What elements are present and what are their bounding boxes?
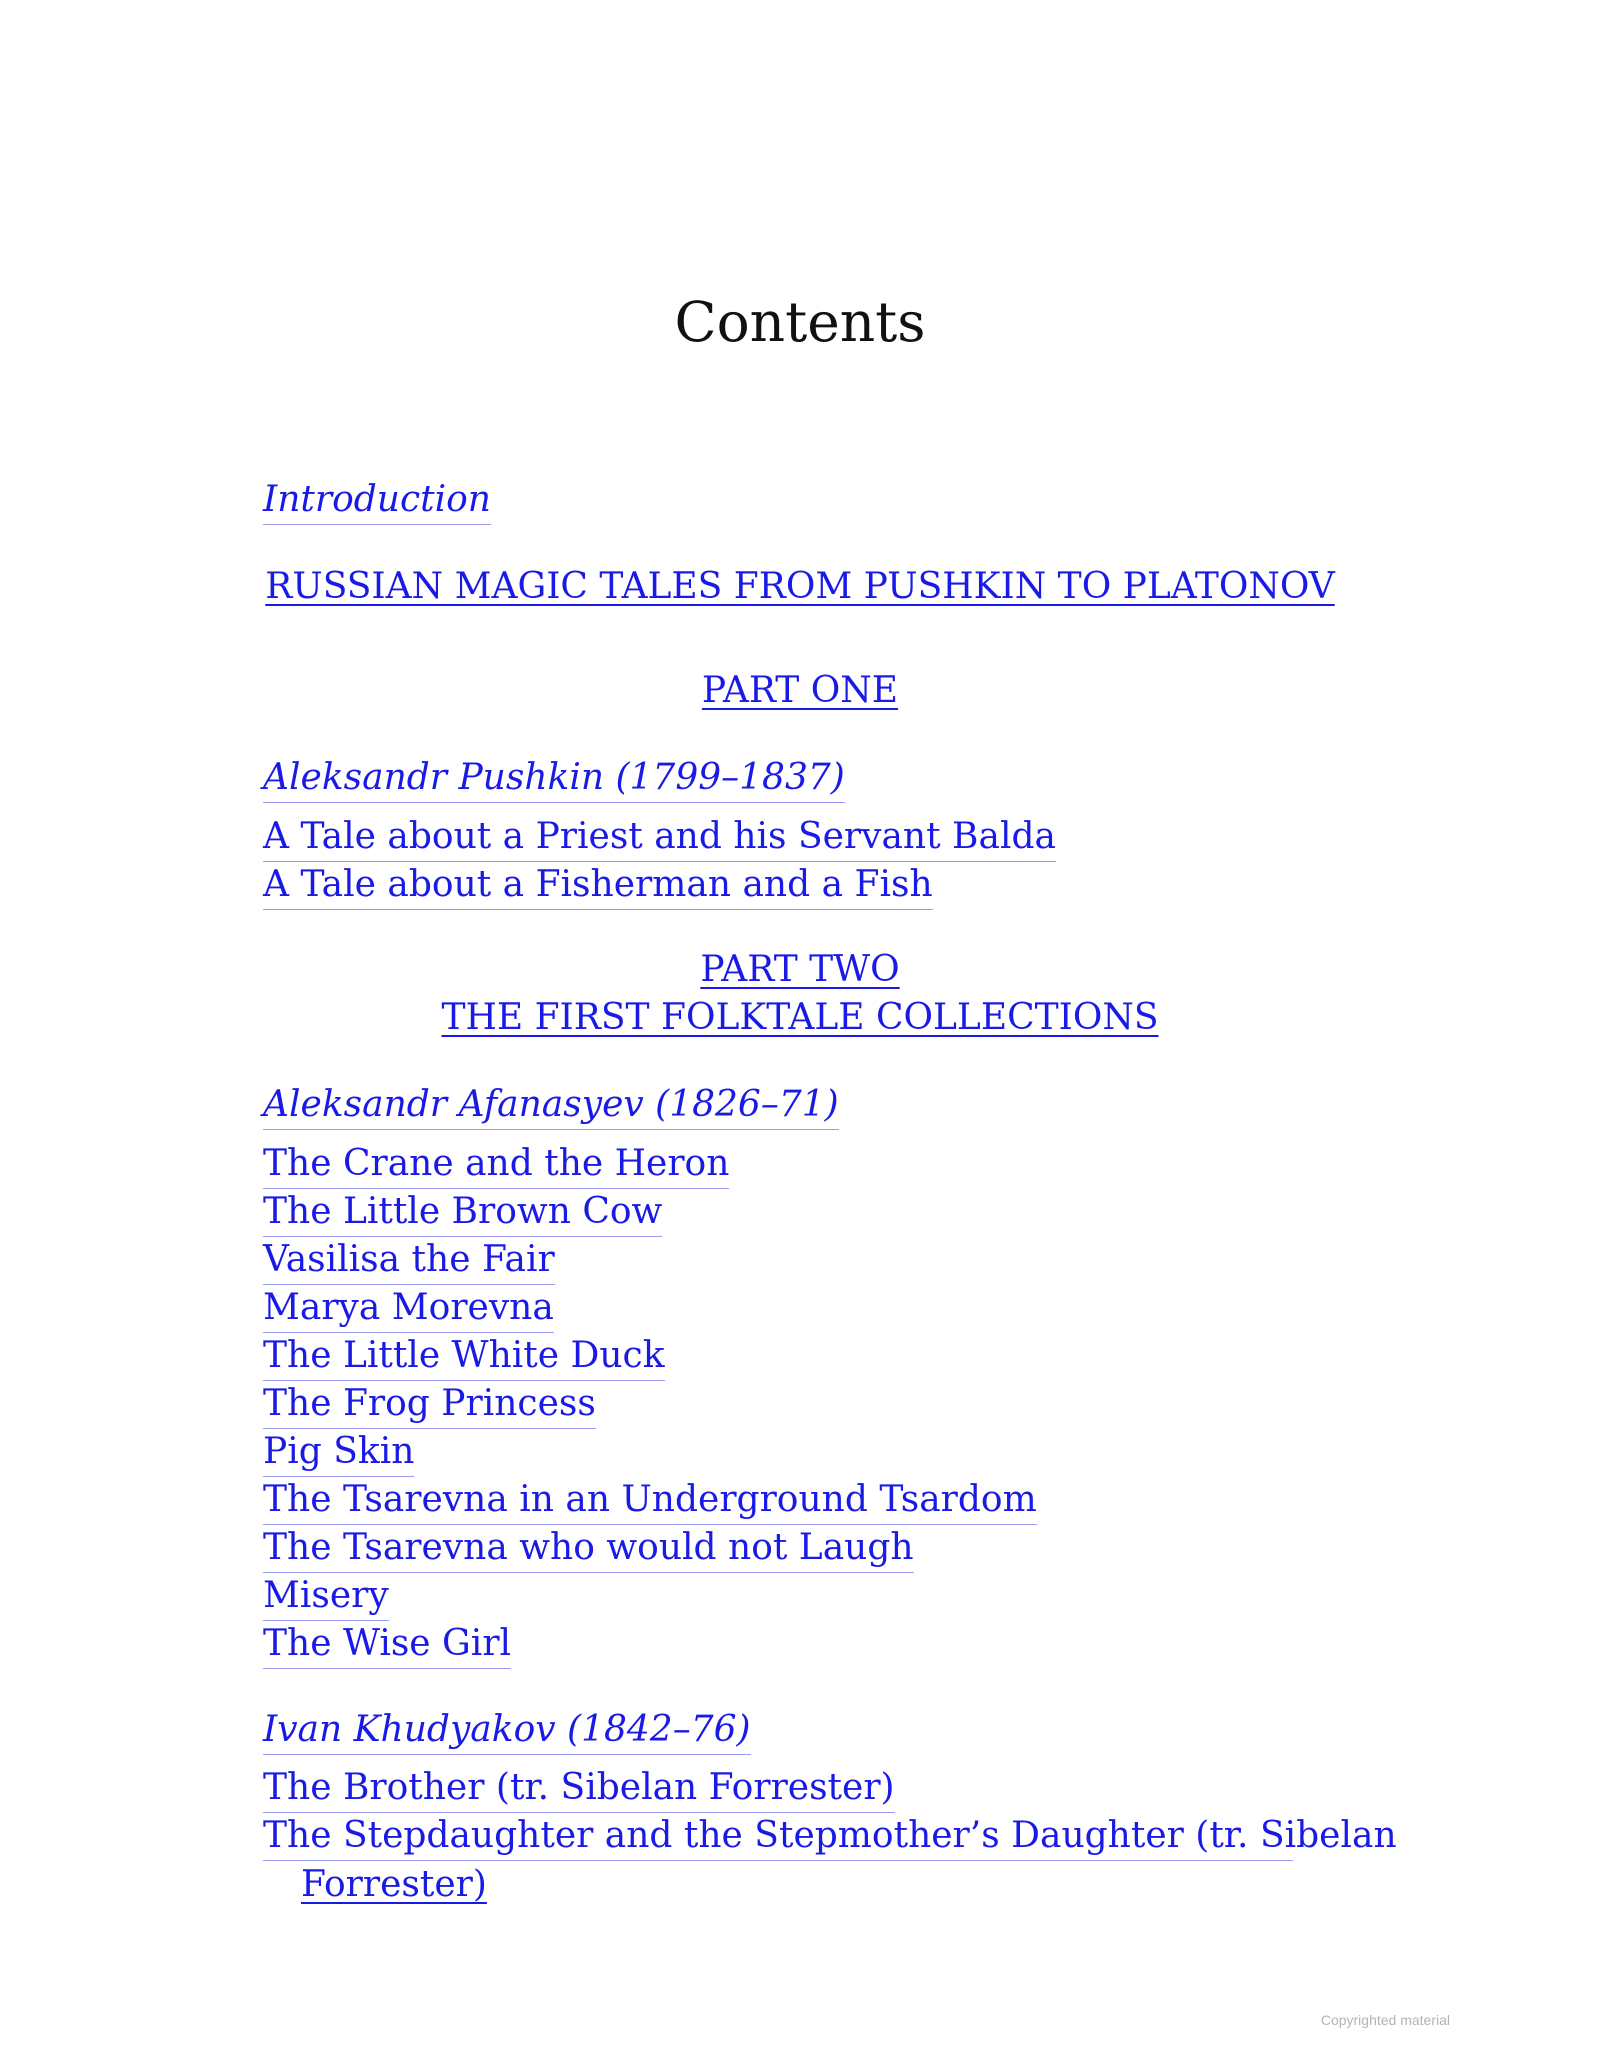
toc-link-tale[interactable]: The Crane and the Heron [263,1140,729,1189]
toc-link-tale[interactable]: The Frog Princess [263,1380,596,1429]
toc-link-tale[interactable]: The Little Brown Cow [263,1188,662,1237]
toc-link-author-pushkin[interactable]: Aleksandr Pushkin (1799–1837) [263,754,845,803]
toc-link-author-khudyakov[interactable]: Ivan Khudyakov (1842–76) [263,1706,751,1755]
copyright-notice: Copyrighted material [1320,2012,1450,2028]
part-two-subheading-text: THE FIRST FOLKTALE COLLECTIONS [441,997,1159,1038]
toc-link-collection-heading[interactable] [0,563,1600,611]
toc-link-author-afanasyev[interactable]: Aleksandr Afanasyev (1826–71) [263,1081,839,1130]
page-title: Contents [674,290,926,354]
toc-link-tale[interactable]: Vasilisa the Fair [263,1236,555,1285]
toc-link-tale[interactable]: A Tale about a Priest and his Servant Balda [263,813,1056,862]
toc-link-part-one[interactable] [0,667,1600,715]
toc-link-tale[interactable]: Misery [263,1572,389,1621]
toc-link-tale-wrapped[interactable] [263,1812,1397,1909]
part-two-heading-text: PART TWO [700,949,900,990]
toc-link-part-two-subheading[interactable] [0,994,1600,1042]
wrapped-tale-line-1: The Stepdaughter and the Stepmother’s Daughter (tr. Sibelan [263,1812,1293,1861]
toc-link-introduction[interactable]: Introduction [263,476,491,525]
collection-heading-text: RUSSIAN MAGIC TALES FROM PUSHKIN TO PLATONOV [265,566,1335,607]
toc-link-part-two[interactable] [0,946,1600,994]
toc-link-tale[interactable]: The Tsarevna in an Underground Tsardom [263,1476,1037,1525]
toc-link-tale[interactable]: Marya Morevna [263,1284,554,1333]
toc-link-tale[interactable]: The Tsarevna who would not Laugh [263,1524,914,1573]
part-one-heading-text: PART ONE [701,670,899,711]
wrapped-tale-line-2: Forrester) [301,1864,487,1905]
toc-link-tale[interactable]: The Wise Girl [263,1620,511,1669]
toc-link-tale[interactable]: Pig Skin [263,1428,414,1477]
toc-link-tale[interactable]: A Tale about a Fisherman and a Fish [263,861,933,910]
toc-link-tale[interactable]: The Brother (tr. Sibelan Forrester) [263,1764,895,1813]
toc-link-tale[interactable]: The Little White Duck [263,1332,665,1381]
